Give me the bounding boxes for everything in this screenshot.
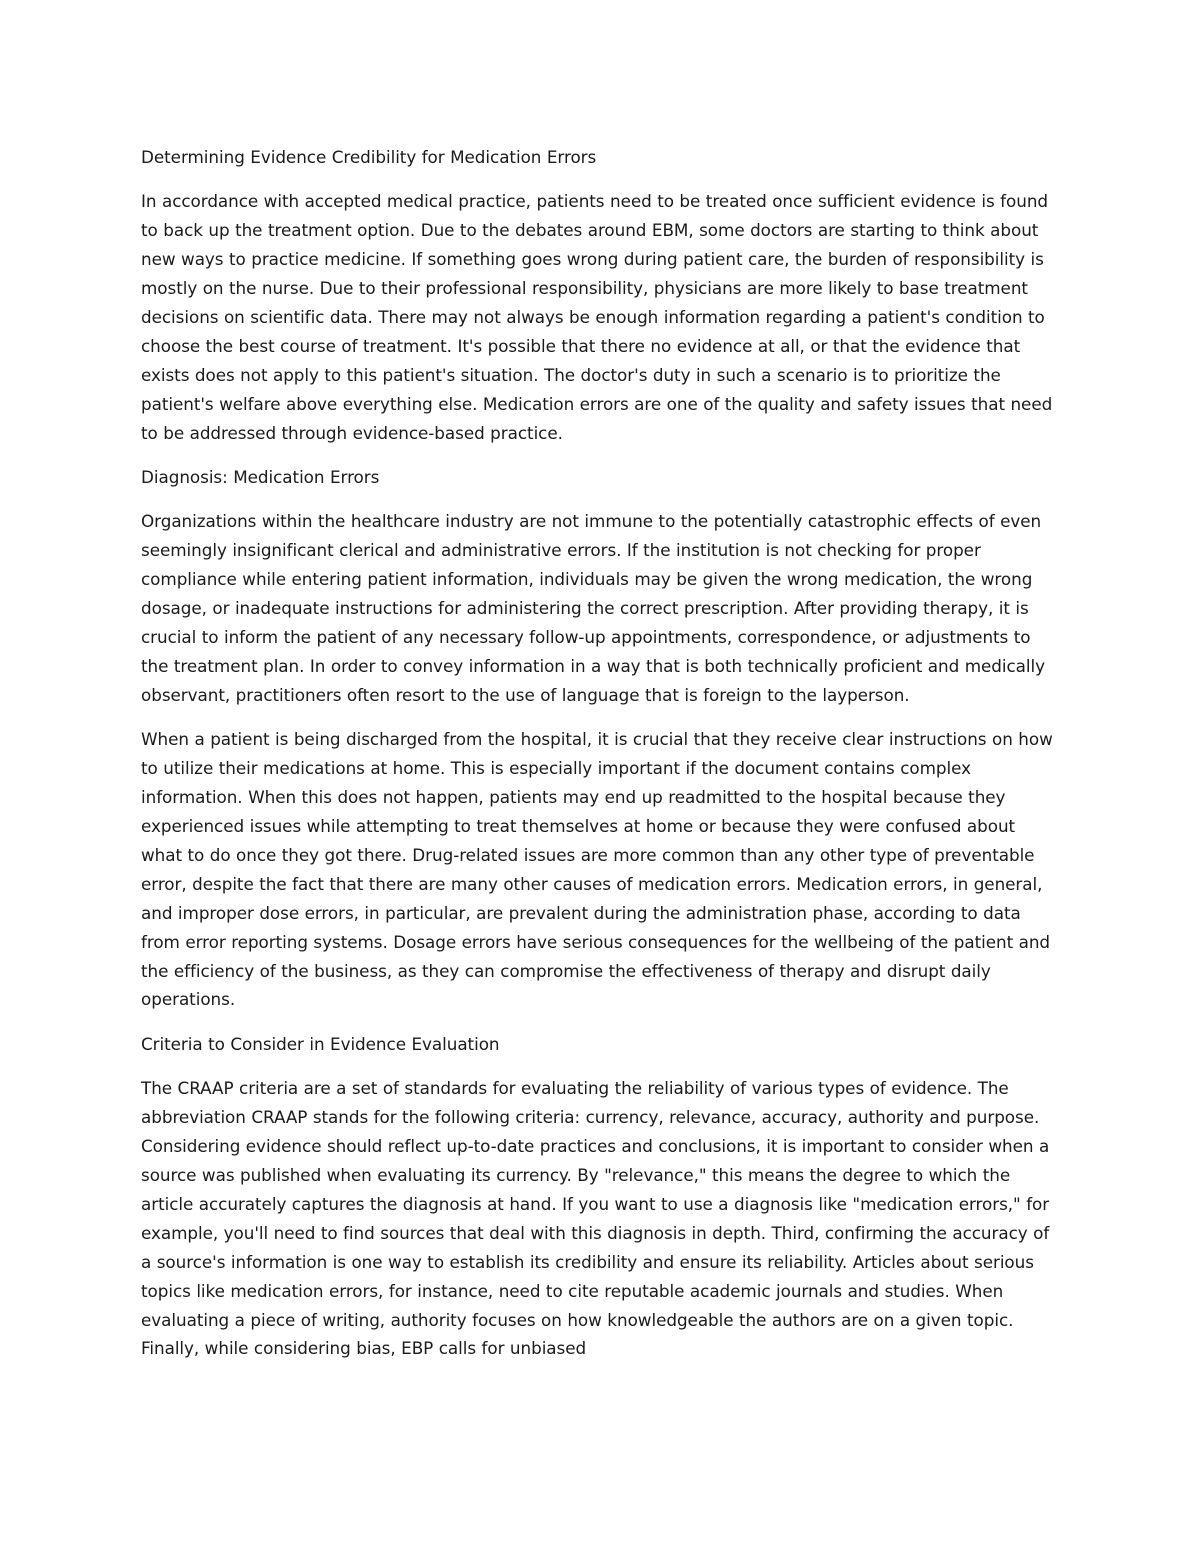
- paragraph-organizational-errors: Organizations within the healthcare industry are not immune to the potentially catastrophic effects of even seemingly insignificant clerical and administrative errors. If the institution is not checking for proper compliance while entering patient information, individuals may be given the wrong medication, the wrong dosage, or inadequate instructions for administering the correct prescription. After providing therapy, it is crucial to inform the patient of any necessary follow-up appointments, correspondence, or adjustments to the treatment plan. In order to convey information in a way that is both technically proficient and medically observant, practitioners often resort to the use of language that is foreign to the layperson.: [141, 511, 1046, 705]
- paragraph-craap-criteria: The CRAAP criteria are a set of standards for evaluating the reliability of various types of evidence. The abbreviation CRAAP stands for the following criteria: currency, relevance, accuracy, authority and purpose. Considering evidence should reflect up-to-date practices and conclusions, it is important to consider when a source was published when evaluating its currency. By "relevance," this means the degree to which the article accurately captures the diagnosis at hand. If you want to use a diagnosis like "medication errors," for example, you'll need to find sources that deal with this diagnosis in depth. Third, confirming the accuracy of a source's information is one way to establish its credibility and ensure its reliability. Articles about serious topics like medication errors, for instance, need to cite reputable academic journals and studies. When evaluating a piece of writing, authority focuses on how knowledgeable the authors are on a given topic. Finally, while considering bias, EBP calls for unbiased: [141, 1078, 1050, 1359]
- section-heading-determining-evidence: Determining Evidence Credibility for Medication Errors: [141, 147, 597, 167]
- section-heading-criteria: Criteria to Consider in Evidence Evaluation: [141, 1033, 500, 1054]
- section-heading-diagnosis: Diagnosis: Medication Errors: [141, 467, 380, 488]
- paragraph-discharge-instructions: When a patient is being discharged from the hospital, it is crucial that they receive clear instructions on how to utilize their medications at home. This is especially important if the document contains complex information. When this does not happen, patients may end up readmitted to the hospital because they experienced issues while attempting to treat themselves at home or because they were confused about what to do once they got there. Drug-related issues are more common than any other type of preventable error, despite the fact that there are many other causes of medication errors. Medication errors, in general, and improper dose errors, in particular, are prevalent during the administration phase, according to data from error reporting systems. Dosage errors have serious consequences for the wellbeing of the patient and the efficiency of the business, as they can compromise the effectiveness of therapy and disrupt daily operations.: [141, 729, 1053, 1010]
- paragraph-evidence-intro: In accordance with accepted medical practice, patients need to be treated once sufficient evidence is found to back up the treatment option. Due to the debates around EBM, some doctors are starting to think about new ways to practice medicine. If something goes wrong during patient care, the burden of responsibility is mostly on the nurse. Due to their professional responsibility, physicians are more likely to base treatment decisions on scientific data. There may not always be enough information regarding a patient's condition to choose the best course of treatment. It's possible that there no evidence at all, or that the evidence that exists does not apply to this patient's situation. The doctor's duty in such a scenario is to prioritize the patient's welfare above everything else. Medication errors are one of the quality and safety issues that need to be addressed through evidence-based practice.: [141, 191, 1053, 443]
